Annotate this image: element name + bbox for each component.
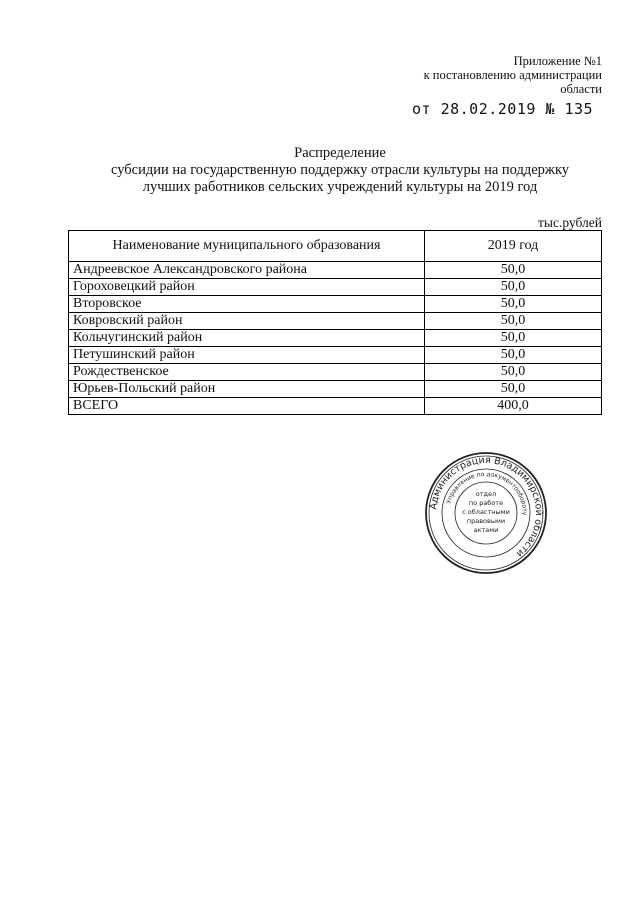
- row-name: Второвское: [69, 296, 425, 313]
- table-row: [69, 347, 602, 364]
- row-value: 50,0: [425, 330, 602, 347]
- table-row: [69, 364, 602, 381]
- row-value: 50,0: [425, 313, 602, 330]
- row-value: 50,0: [425, 296, 602, 313]
- row-value: 50,0: [425, 279, 602, 296]
- seal-center-line: по работе: [468, 499, 504, 507]
- header-year: 2019 год: [425, 231, 602, 262]
- table-row: [69, 313, 602, 330]
- total-value: 400,0: [425, 398, 602, 415]
- seal-center-line: отдел: [475, 490, 497, 498]
- row-name: Юрьев-Польский район: [69, 381, 425, 398]
- decree-number-stamp: от 28.02.2019 № 135: [412, 100, 594, 118]
- appendix-line-2: к постановлению администрации: [423, 68, 602, 82]
- table-row: [69, 262, 602, 279]
- table-row: [69, 279, 602, 296]
- document-title: [60, 145, 620, 196]
- table-row: [69, 330, 602, 347]
- official-seal: [423, 450, 549, 576]
- row-value: 50,0: [425, 347, 602, 364]
- header-municipality: Наименование муниципального образования: [69, 231, 425, 262]
- appendix-line-3: области: [560, 82, 602, 96]
- seal-inner-text: Управление по документообороту: [445, 470, 529, 516]
- title-line-2: субсидии на государственную поддержку отрасли культуры на поддержку: [110, 162, 570, 178]
- seal-center-line: с областными: [462, 508, 510, 516]
- unit-label: тыс.рублей: [538, 215, 602, 230]
- row-name: Рождественское: [69, 364, 425, 381]
- table-row: [69, 381, 602, 398]
- appendix-line-1: Приложение №1: [513, 54, 602, 68]
- row-name: Андреевское Александровского района: [69, 262, 425, 279]
- distribution-table: [68, 230, 602, 415]
- table-header-row: [69, 231, 602, 262]
- table-row: [69, 296, 602, 313]
- total-name: ВСЕГО: [69, 398, 425, 415]
- row-value: 50,0: [425, 381, 602, 398]
- row-name: Ковровский район: [69, 313, 425, 330]
- seal-center-line: актами: [473, 526, 499, 534]
- title-line-1: Распределение: [294, 145, 386, 161]
- row-value: 50,0: [425, 364, 602, 381]
- seal-outer-text: Администрация Владимирской области: [428, 454, 545, 560]
- seal-center-line: правовыми: [466, 517, 506, 525]
- row-value: 50,0: [425, 262, 602, 279]
- seal-icon: [423, 450, 549, 576]
- row-name: Кольчугинский район: [69, 330, 425, 347]
- appendix-note: [424, 54, 602, 96]
- title-line-3: лучших работников сельских учреждений культуры на 2019 год: [142, 179, 538, 195]
- table-total-row: [69, 398, 602, 415]
- row-name: Петушинский район: [69, 347, 425, 364]
- row-name: Гороховецкий район: [69, 279, 425, 296]
